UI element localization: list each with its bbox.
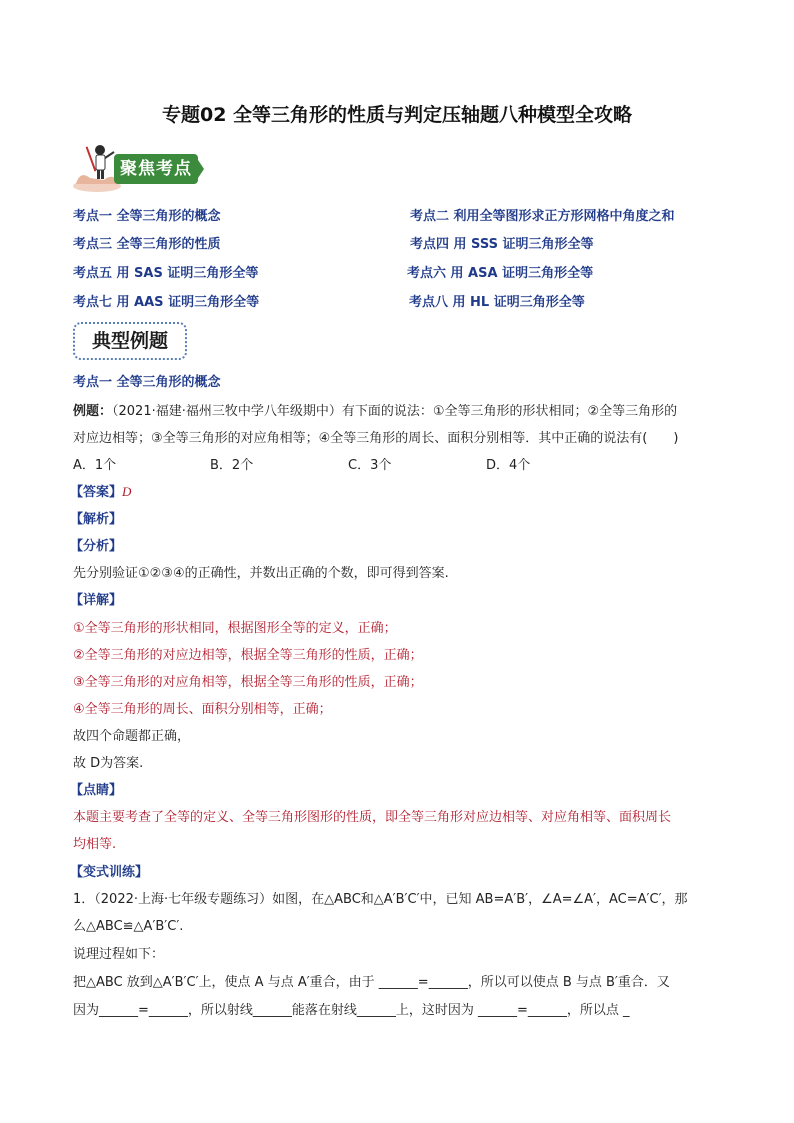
focus-banner: 聚焦考点 bbox=[114, 154, 198, 184]
example-line-1 bbox=[73, 400, 677, 419]
focus-banner-tail bbox=[194, 154, 204, 184]
dianjing-label: 【点睛】 bbox=[70, 783, 123, 798]
topic-4[interactable]: 考点四 用 SSS 证明三角形全等 bbox=[410, 237, 594, 252]
topic-7[interactable]: 考点七 用 AAS 证明三角形全等 bbox=[73, 295, 260, 310]
detail-final: 故 D为答案. bbox=[73, 756, 144, 771]
typical-examples-heading: 典型例题 bbox=[73, 322, 187, 360]
option-d: D．4个 bbox=[486, 458, 531, 473]
question-1-line-2: 么△ABC≌△A′B′C′. bbox=[73, 919, 184, 934]
detail-line-4: ④全等三角形的周长、面积分别相等，正确； bbox=[73, 702, 332, 717]
option-a: A．1个 bbox=[73, 458, 117, 473]
detail-line-1: ①全等三角形的形状相同，根据图形全等的定义，正确； bbox=[73, 621, 397, 636]
fenxi-text: 先分别验证①②③④的正确性，并数出正确的个数，即可得到答案. bbox=[73, 566, 449, 581]
option-c: C．3个 bbox=[348, 458, 392, 473]
topic-5[interactable]: 考点五 用 SAS 证明三角形全等 bbox=[73, 266, 259, 281]
answer-label: 【答案】 bbox=[70, 485, 123, 500]
question-1-line-1: 1．（2022·上海·七年级专题练习）如图，在△ABC和△A′B′C′中，已知 AB=A′B′，∠A=∠A′，AC=A′C′，那 bbox=[73, 892, 688, 907]
example-text-1: （2021·福建·福州三牧中学八年级期中）有下面的说法：①全等三角形的形状相同；②全等三角形的 bbox=[112, 404, 678, 419]
variant-training-label: 【变式训练】 bbox=[70, 865, 149, 880]
topic-2[interactable]: 考点二 利用全等图形求正方形网格中角度之和 bbox=[410, 209, 675, 224]
option-b: B．2个 bbox=[210, 458, 254, 473]
answer-line bbox=[70, 481, 131, 500]
detail-line-3: ③全等三角形的对应角相等，根据全等三角形的性质，正确； bbox=[73, 675, 423, 690]
focus-badge bbox=[70, 140, 210, 194]
dianjing-line-1: 本题主要考查了全等的定义、全等三角形图形的性质，即全等三角形对应边相等、对应角相等、面积周长 bbox=[73, 810, 672, 825]
topic-1[interactable]: 考点一 全等三角形的概念 bbox=[73, 209, 221, 224]
topic-3[interactable]: 考点三 全等三角形的性质 bbox=[73, 237, 221, 252]
topic-8[interactable]: 考点八 用 HL 证明三角形全等 bbox=[409, 295, 585, 310]
analysis-label: 【解析】 bbox=[70, 512, 123, 527]
detail-conclusion: 故四个命题都正确， bbox=[73, 729, 191, 744]
page-title: 专题02 全等三角形的性质与判定压轴题八种模型全攻略 bbox=[161, 104, 633, 126]
section-heading: 考点一 全等三角形的概念 bbox=[73, 375, 221, 390]
dianjing-line-2: 均相等. bbox=[73, 837, 117, 852]
detail-line-2: ②全等三角形的对应边相等，根据全等三角形的性质，正确； bbox=[73, 648, 423, 663]
xiangjie-label: 【详解】 bbox=[70, 593, 123, 608]
topic-6[interactable]: 考点六 用 ASA 证明三角形全等 bbox=[407, 266, 594, 281]
answer-value: D bbox=[122, 484, 132, 499]
question-1-line-5: 因为______=______，所以射线______能落在射线______上，这时因为 ______=______，所以点 _ bbox=[73, 1003, 630, 1018]
fenxi-label: 【分析】 bbox=[70, 539, 123, 554]
question-1-line-3: 说理过程如下： bbox=[73, 947, 165, 962]
example-lead: 例题： bbox=[73, 404, 113, 419]
question-1-line-4: 把△ABC 放到△A′B′C′上，使点 A 与点 A′重合，由于 ______=______，所以可以使点 B 与点 B′重合．又 bbox=[73, 975, 670, 990]
example-line-2: 对应边相等；③全等三角形的对应角相等；④全等三角形的周长、面积分别相等．其中正确的说法有( ) bbox=[73, 431, 679, 446]
